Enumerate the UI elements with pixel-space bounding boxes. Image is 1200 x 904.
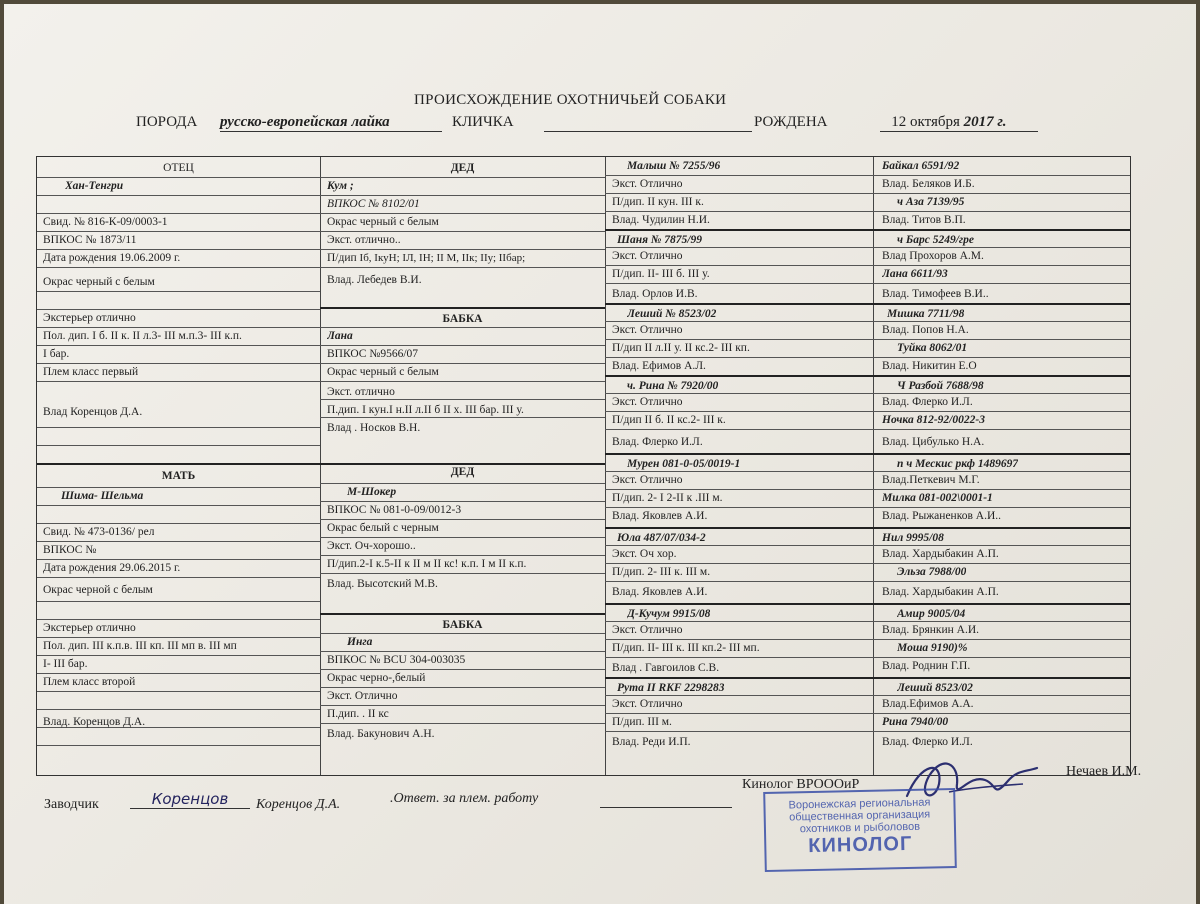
father-vpkos: ВПКОС № 1873/11 (43, 234, 137, 246)
organization-stamp (763, 788, 957, 872)
cynologist-name: Нечаев И.М. (1066, 764, 1142, 779)
ggg-owner: Влад. Флерко И.Л. (882, 396, 973, 408)
gg-diplomas: П/дип. II- III б. III у. (612, 268, 710, 280)
gg-name: Шаня № 7875/99 (617, 234, 702, 246)
gg-name: Мурен 081-0-05/0019-1 (627, 458, 741, 470)
ggg-name: Ночка 812-92/0022-3 (882, 414, 985, 426)
mother-name: Шима- Шельма (61, 490, 144, 502)
born-year: 2017 г. (963, 114, 1007, 130)
mother-diplomas: Пол. дип. III к.п.в. III кп. III мп в. III мп (43, 640, 237, 652)
gg-owner: Влад. Ефимов А.Л. (612, 360, 706, 372)
ggg-name: Лана 6611/93 (882, 268, 948, 280)
ggg-owner: Влад. Роднин Г.П. (882, 660, 971, 672)
paternal-grandfather-owner-handwritten: Лебедев В.И. (357, 274, 422, 286)
gg-diplomas: П/дип. II- III к. III кп.2- III мп. (612, 642, 760, 654)
father-cert: Свид. № 816-К-09/0003-1 (43, 216, 168, 228)
gg-name: Малыш № 7255/96 (627, 160, 721, 172)
breeder-signature: Коренцов (130, 790, 250, 809)
cynologist-label: Кинолог ВРОООиР (742, 777, 860, 792)
gg-diplomas: П/дип. II кун. III к. (612, 196, 704, 208)
paternal-grandfather-owner (327, 271, 422, 289)
paternal-grandmother-name: Лана (327, 330, 353, 342)
ggg-name: Байкал 6591/92 (882, 160, 960, 172)
paternal-grandfather-diplomas-prefix: П/дип (327, 252, 357, 264)
ggg-name: Мишка 7711/98 (887, 308, 965, 320)
father-name: Хан-Тенгри (65, 180, 124, 192)
ggg-owner: Влад Прохоров А.М. (882, 250, 984, 262)
father-header: ОТЕЦ (163, 162, 194, 174)
maternal-grandmother-color: Окрас черно-,белый (327, 672, 426, 684)
gg-owner: Влад. Орлов И.В. (612, 288, 698, 300)
paternal-grandmother-header: БАБКА (442, 313, 483, 325)
ggg-owner: Влад. Титов В.П. (882, 214, 966, 226)
ggg-owner: Влад. Попов Н.А. (882, 324, 969, 336)
paternal-grandfather-vpkos-text: ВПКОС № 8102/01 (327, 198, 420, 210)
ggg-owner: Влад. Никитин Е.О (882, 360, 977, 372)
paternal-grandmother-exterior: Экст. отлично (327, 386, 395, 398)
paternal-grandfather-name: Кум ; (327, 180, 354, 192)
born-date-field (880, 114, 1038, 132)
mother-vpkos: ВПКОС № (43, 544, 97, 556)
gg-name: Рута II RKF 2298283 (617, 682, 725, 694)
ggg-owner: Влад. Беляков И.Б. (882, 178, 975, 190)
maternal-grandmother-owner: Влад. Бакунович А.Н. (327, 728, 435, 740)
gg-exterior: Экст. Отлично (612, 250, 683, 262)
paternal-grandfather-exterior: Экст. отлично.. (327, 234, 401, 246)
ggg-owner: Влад. Брянкин А.И. (882, 624, 980, 636)
name-field (544, 114, 752, 132)
gg-owner: Влад. Яковлев А.И. (612, 510, 708, 522)
maternal-grandfather-vpkos: ВПКОС № 081-0-09/0012-3 (327, 504, 462, 516)
responsible-label: .Ответ. за плем. работу (390, 791, 539, 806)
maternal-grandmother-header: БАБКА (442, 619, 483, 631)
paternal-grandfather-owner-prefix: Влад. (327, 274, 355, 286)
gg-exterior: Экст. Оч хор. (612, 548, 677, 560)
father-owner: Влад Коренцов Д.А. (43, 406, 143, 418)
ggg-name: п ч Мескис ркф 1489697 (897, 458, 1019, 470)
father-breeding-class: Плем класс первый (43, 366, 139, 378)
ggg-owner: Влад. Рыжаненков А.И.. (882, 510, 1001, 522)
born-label: РОЖДЕНА (754, 114, 828, 130)
paternal-grandfather-header: ДЕД (450, 162, 475, 174)
gg-name: Юла 487/07/034-2 (617, 532, 706, 544)
gg-diplomas: П/дип II л.II у. II кс.2- III кп. (612, 342, 750, 354)
gg-diplomas: П/дип. 2- III к. III м. (612, 566, 711, 578)
pedigree-document (4, 4, 1196, 904)
gg-name: Д-Кучум 9915/08 (627, 608, 711, 620)
maternal-grandmother-vpkos: ВПКОС № BCU 304-003035 (327, 654, 466, 666)
maternal-grandfather-exterior: Экст. Оч-хорошо.. (327, 540, 416, 552)
column-divider (605, 157, 606, 775)
mother-dob: Дата рождения 29.06.2015 г. (43, 562, 181, 574)
stamp-line: охотников и рыболовов (799, 820, 921, 836)
paternal-grandfather-color: Окрас черный с белым (327, 216, 439, 228)
ggg-name: Амир 9005/04 (897, 608, 966, 620)
gg-diplomas: П/дип II б. II кс.2- III к. (612, 414, 726, 426)
ggg-name: Туйка 8062/01 (897, 342, 968, 354)
ggg-owner: Влад. Цибулько Н.А. (882, 436, 985, 448)
gg-owner: Влад. Реди И.П. (612, 736, 691, 748)
ggg-owner: Влад.Ефимов А.А. (882, 698, 974, 710)
ggg-owner: Влад.Петкевич М.Г. (882, 474, 980, 486)
father-diplomas-cont: I бар. (43, 348, 70, 360)
gg-diplomas: П/дип. III м. (612, 716, 672, 728)
paternal-grandfather-diplomas (327, 249, 605, 267)
mother-diplomas-cont: I- III бар. (43, 658, 88, 670)
paternal-grandmother-diplomas: П.дип. I кун.I н.II л.II б II х. III бар. III у. (327, 404, 524, 416)
ggg-owner: Влад. Тимофеев В.И.. (882, 288, 989, 300)
father-diplomas: Пол. дип. I б. II к. II л.3- III м.п.3- III к.п. (43, 330, 242, 342)
father-dob: Дата рождения 19.06.2009 г. (43, 252, 181, 264)
gg-exterior: Экст. Отлично (612, 624, 683, 636)
paternal-grandmother-vpkos: ВПКОС №9566/07 (327, 348, 419, 360)
ggg-name: Леший 8523/02 (897, 682, 973, 694)
ggg-name: Рина 7940/00 (882, 716, 949, 728)
mother-breeding-class: Плем класс второй (43, 676, 136, 688)
ggg-name: Моша 9190)% (897, 642, 968, 654)
ggg-name: ч Аза 7139/95 (897, 196, 965, 208)
paternal-grandmother-color: Окрас черный с белым (327, 366, 439, 378)
maternal-grandmother-diplomas: П.дип. . II кс (327, 708, 389, 720)
ggg-owner: Влад. Хардыбакин А.П. (882, 548, 999, 560)
maternal-grandfather-color: Окрас белый с черным (327, 522, 439, 534)
maternal-grandfather-diplomas: П/дип.2-I к.5-II к II м II кс! к.п. I м II к.п. (327, 558, 527, 570)
gg-exterior: Экст. Отлично (612, 698, 683, 710)
ggg-name: Эльза 7988/00 (897, 566, 967, 578)
ggg-owner: Влад. Хардыбакин А.П. (882, 586, 999, 598)
ggg-name: Ч Разбой 7688/98 (897, 380, 984, 392)
stamp-title: КИНОЛОГ (808, 832, 913, 858)
ggg-name: ч Барс 5249/гре (897, 234, 974, 246)
paternal-grandfather-vpkos (327, 195, 420, 213)
maternal-grandmother-exterior: Экст. Отлично (327, 690, 398, 702)
gg-exterior: Экст. Отлично (612, 396, 683, 408)
gg-owner: Влад. Флерко И.Л. (612, 436, 703, 448)
mother-header: МАТЬ (161, 470, 196, 482)
maternal-grandfather-owner: Влад. Высотский М.В. (327, 578, 438, 590)
gg-exterior: Экст. Отлично (612, 178, 683, 190)
gg-diplomas: П/дип. 2- I 2-II к .III м. (612, 492, 723, 504)
breed-value: русско-европейская лайка (220, 114, 390, 130)
gg-name: ч. Рина № 7920/00 (627, 380, 719, 392)
breeder-signature-field (130, 790, 250, 809)
born-date: 12 октября (891, 114, 960, 130)
breed-value-field (220, 114, 442, 132)
father-exterior: Экстерьер отлично (43, 312, 136, 324)
paternal-grandmother-owner: Влад . Носков В.Н. (327, 422, 421, 434)
mother-exterior: Экстерьер отлично (43, 622, 136, 634)
gg-owner: Влад . Гавгоилов С.В. (612, 662, 720, 674)
column-divider (873, 157, 874, 775)
maternal-grandfather-name: М-Шокер (347, 486, 397, 498)
gg-name: Леший № 8523/02 (627, 308, 717, 320)
breed-label: ПОРОДА (136, 114, 198, 130)
ggg-owner: Влад. Флерко И.Л. (882, 736, 973, 748)
stamp-line: Воронежская региональная (788, 796, 931, 812)
pedigree-table (36, 156, 1131, 776)
gg-exterior: Экст. Отлично (612, 324, 683, 336)
mother-cert: Свид. № 473-0136/ рел (43, 526, 155, 538)
name-label: КЛИЧКА (452, 114, 514, 130)
father-color: Окрас черный с белым (43, 276, 155, 288)
maternal-grandmother-name: Инга (347, 636, 373, 648)
paternal-grandfather-diplomas-handwritten: Iб, IкуН; IЛ, IН; II М, IIк; IIу; IIбар; (359, 252, 526, 264)
stamp-line: общественная организация (789, 808, 931, 824)
mother-color: Окрас черной с белым (43, 584, 153, 596)
mother-owner: Влад. Коренцов Д.А. (43, 716, 146, 728)
ggg-name: Милка 081-002\0001-1 (882, 492, 993, 504)
gg-owner: Влад. Яковлев А.И. (612, 586, 708, 598)
breeder-name: Коренцов Д.А. (256, 797, 341, 812)
breeder-label: Заводчик (44, 797, 99, 812)
gg-exterior: Экст. Отлично (612, 474, 683, 486)
ggg-name: Нил 9995/08 (882, 532, 944, 544)
responsible-signature-field (600, 791, 732, 808)
gg-owner: Влад. Чудилин Н.И. (612, 214, 710, 226)
document-title: ПРОИСХОЖДЕНИЕ ОХОТНИЧЬЕЙ СОБАКИ (414, 92, 727, 108)
maternal-grandfather-header: ДЕД (450, 466, 475, 478)
